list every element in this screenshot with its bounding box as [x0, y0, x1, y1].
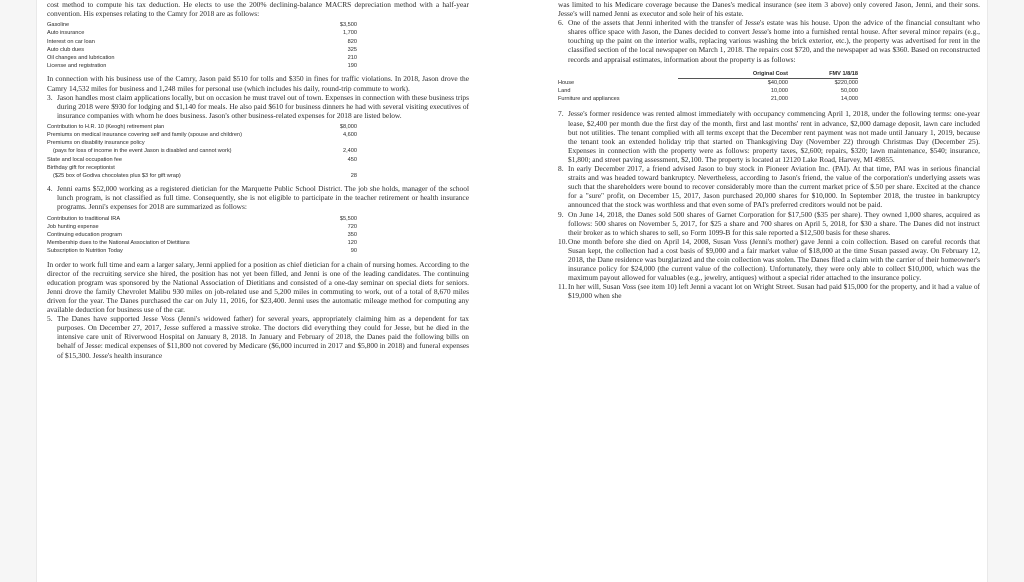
jenni-paragraph: In order to work full time and earn a larger salary, Jenni applied for a position as chief dietician for a chain of nursing homes. According to the director of the recruiting service she hired, the position has not yet been filled, and Jenni is one of the leading candidates. The continuing education program was sponsored by the National Association of Dietitians and consisted of a one-day seminar on special diets for seniors. Jenni drove the family Chevrolet Malibu 930 miles on job-related use and 5,200 miles in commuting to work, out of a total of 8,670 miles driven for the year. The Danes purchased the car on July 11, 2016, for $23,400. Jenni uses the automatic mileage method for computing any available deduction for business use of the car.: [47, 259, 469, 315]
item-11: [558, 282, 980, 300]
property-table: [558, 70, 980, 104]
table-row: Land 10,000 50,000: [558, 88, 858, 95]
table-row: Gasoline $3,500: [47, 22, 357, 29]
item-number: 10.: [558, 236, 568, 246]
item-text: Jason handles most claim applications locally, but on occasion he must travel out of town. Expenses in connection with these business trips during 2018 were $930 for lodging and $1,140 for meals. He also paid $610 for business dinners he had with several visiting executives of insurance companies with whom he does business. Jason's other business-related expenses for 2018 are listed below.: [57, 92, 469, 120]
item-4: [47, 184, 469, 211]
item-number: 9.: [558, 209, 564, 219]
table-row: Oil changes and lubrication 210: [47, 55, 357, 61]
left-column: [47, 0, 469, 360]
table-row: Premiums on medical insurance covering self and family (spouse and children) 4,600: [47, 132, 357, 139]
table-row: License and registration 190: [47, 63, 357, 70]
table-row: Auto club dues 325: [47, 46, 357, 53]
item-number: 6.: [558, 18, 564, 28]
right-column: [558, 0, 980, 300]
table-row: Job hunting expense 720: [47, 223, 357, 230]
table-row: Continuing education program 350: [47, 231, 357, 238]
item-text: Jesse's former residence was rented almost immediately with occupancy commencing April 1, 2018, under the following terms: one-year lease, $2,400 per month due the first day of the month, first and last months' rent in advance, $2,000 damage deposit, lawn care included but not utilities. The tenant complied with all terms except that the December rent payment was not made until January 1, 2019, because the tenant took an extended holiday trip that started on Thanksgiving Day (November 22) through Christmas Day (December 25). Expenses in connection with the property were as follows: property taxes, $2,600; repairs, $320; lawn maintenance, $540; insurance, $1,800; and street paving assessment, $2,100. The property is located at 12120 Lake Road, Harvey, MI 49855.: [568, 109, 980, 164]
item-8: [558, 164, 980, 209]
table-row: Subscription to Nutrition Today 90: [47, 248, 357, 255]
item-text: The Danes have supported Jesse Voss (Jenni's widowed father) for several years, appropriately claiming him as a dependent for tax purposes. On December 27, 2017, Jesse suffered a massive stroke. The doctors did everything they could for Jesse, but he died in the intensive care unit of Riverwood Hospital on January 8, 2018. In January and February of 2018, the Danes paid the following bills on behalf of Jesse: medical expenses of $11,800 not covered by Medicare ($6,000 incurred in 2017 and $5,800 in 2018) and funeral expenses of $15,300. Jesse's health insurance: [57, 314, 469, 360]
item-7: [558, 109, 980, 164]
table-row: State and local occupation fee 450: [47, 156, 357, 163]
item-text: In early December 2017, a friend advised Jason to buy stock in Pioneer Aviation Inc. (PAI). At that time, PAI was in serious financial straits and was headed toward bankruptcy. Nevertheless, according to Jason's friend, the value of the corporation's underlying assets was such that the shareholders were bound to recover considerably more than the current market price of $.50 per share. Excited at the chance for a "sure" profit, on December 15, 2017, Jason purchased 20,000 shares for $10,000. In September 2018, the trustee in bankruptcy announced that the stock was worthless and that even some of PAI's preferred creditors would not be paid.: [568, 164, 980, 210]
item-text: Jenni earns $52,000 working as a registered dietician for the Marquette Public School District. The job she holds, manager of the school lunch program, is not classified as full time. Consequently, she is not eligible to participate in the teacher retirement or health insurance programs. Jenni's expenses for 2018 are summarized as follows:: [57, 184, 469, 212]
item-text: One month before she died on April 14, 2008, Susan Voss (Jenni's mother) gave Jenni a coin collection. Based on careful records that Susan kept, the collection had a cost basis of $9,000 and a fair market value of $18,000 at the time Susan passed away. On February 12, 2018, the Dane residence was burglarized and the coin collection was stolen. The Danes filed a claim with the carrier of their homeowner's insurance policy for $24,000 (the current value of the collection). Unfortunately, they were only able to collect $10,000, which was the maximum payout allowed for valuables (e.g., jewelry, antiques) without a special rider attached to the insurance policy.: [568, 236, 980, 283]
table-header: [558, 70, 980, 79]
item-5: [47, 314, 469, 359]
item-3: [47, 93, 469, 120]
table-row: Membership dues to the National Association of Dietitians 120: [47, 240, 357, 247]
item-text: In her will, Susan Voss (see item 10) left Jenni a vacant lot on Wright Street. Susan had paid $15,000 for the property, and it had a value of $19,000 when she: [568, 282, 980, 301]
item-number: 4.: [47, 184, 53, 194]
table-row: House $40,000 $220,000: [558, 79, 858, 86]
jenni-expenses-table: [47, 215, 357, 256]
continuation-paragraph: was limited to his Medicare coverage because the Danes's medical insurance (see item 3 above) only covered Jason, Jenni, and their sons. Jesse's will named Jenni as executor and sole heir of his estate.: [558, 0, 980, 19]
item-6: [558, 18, 980, 63]
column-header: FMV 1/8/18: [788, 70, 858, 79]
item-number: 5.: [47, 314, 53, 324]
item-text: On June 14, 2018, the Danes sold 500 shares of Garnet Corporation for $17,500 ($35 per share). They owned 1,000 shares, acquired as follows: 500 shares on November 5, 2017, for $25 a share and 700 shares on April 5, 2018, for $30 a share. The Danes did not instruct their broker as to which shares to sell, so Form 1099-B for this sale reported a $12,500 basis for these shares.: [568, 209, 980, 237]
column-header: Original Cost: [678, 70, 788, 79]
item-number: 8.: [558, 164, 564, 174]
item-number: 7.: [558, 109, 564, 119]
table-row: Contribution to traditional IRA $5,500: [47, 215, 357, 222]
item-10: [558, 237, 980, 282]
item-number: 11.: [558, 282, 567, 292]
item-number: 3.: [47, 92, 53, 102]
table-row: Premiums on disability insurance policy: [47, 140, 145, 147]
table-row: Birthday gift for receptionist: [47, 164, 115, 171]
jason-expenses-table: [47, 123, 357, 180]
table-row: Interest on car loan 820: [47, 38, 357, 45]
item-9: [558, 210, 980, 237]
table-row: Contribution to H.R. 10 (Keogh) retirement plan $8,000: [47, 123, 357, 130]
table-row: Auto insurance 1,700: [47, 30, 357, 37]
table-row: ($25 box of Godiva chocolates plus $3 for gift wrap) 28: [53, 173, 357, 180]
intro-paragraph: cost method to compute his tax deduction. He elects to use the 200% declining-balance MACRS depreciation method with a half-year convention. His expenses relating to the Camry for 2018 are as follows:: [47, 0, 469, 19]
table-row: Furniture and appliances 21,000 14,000: [558, 96, 858, 103]
car-expenses-table: [47, 21, 357, 70]
item-text: One of the assets that Jenni inherited with the transfer of Jesse's estate was his house. Upon the advice of the financial consultant who shares office space with Jason, the Danes decided to convert Jesse's home into a furnished rental house. After several minor repairs (e.g., touching up the paint on the interior walls, replacing various washing the brick exterior, etc.), the property was advertised for rent in the classified section of the local newspaper on March 1, 2018. The repairs cost $720, and the newspaper ad was $360. Based on reconstructed records and appraisal estimates, information about the property is as follows:: [568, 18, 980, 64]
car-paragraph: In connection with his business use of the Camry, Jason paid $510 for tolls and $350 in fines for traffic violations. In 2018, Jason drove the Camry 14,532 miles for business and 1,248 miles for personal use (which includes his daily, round-trip commute to work).: [47, 74, 469, 93]
table-row: (pays for loss of income in the event Jason is disabled and cannot work) 2,400: [53, 148, 357, 155]
